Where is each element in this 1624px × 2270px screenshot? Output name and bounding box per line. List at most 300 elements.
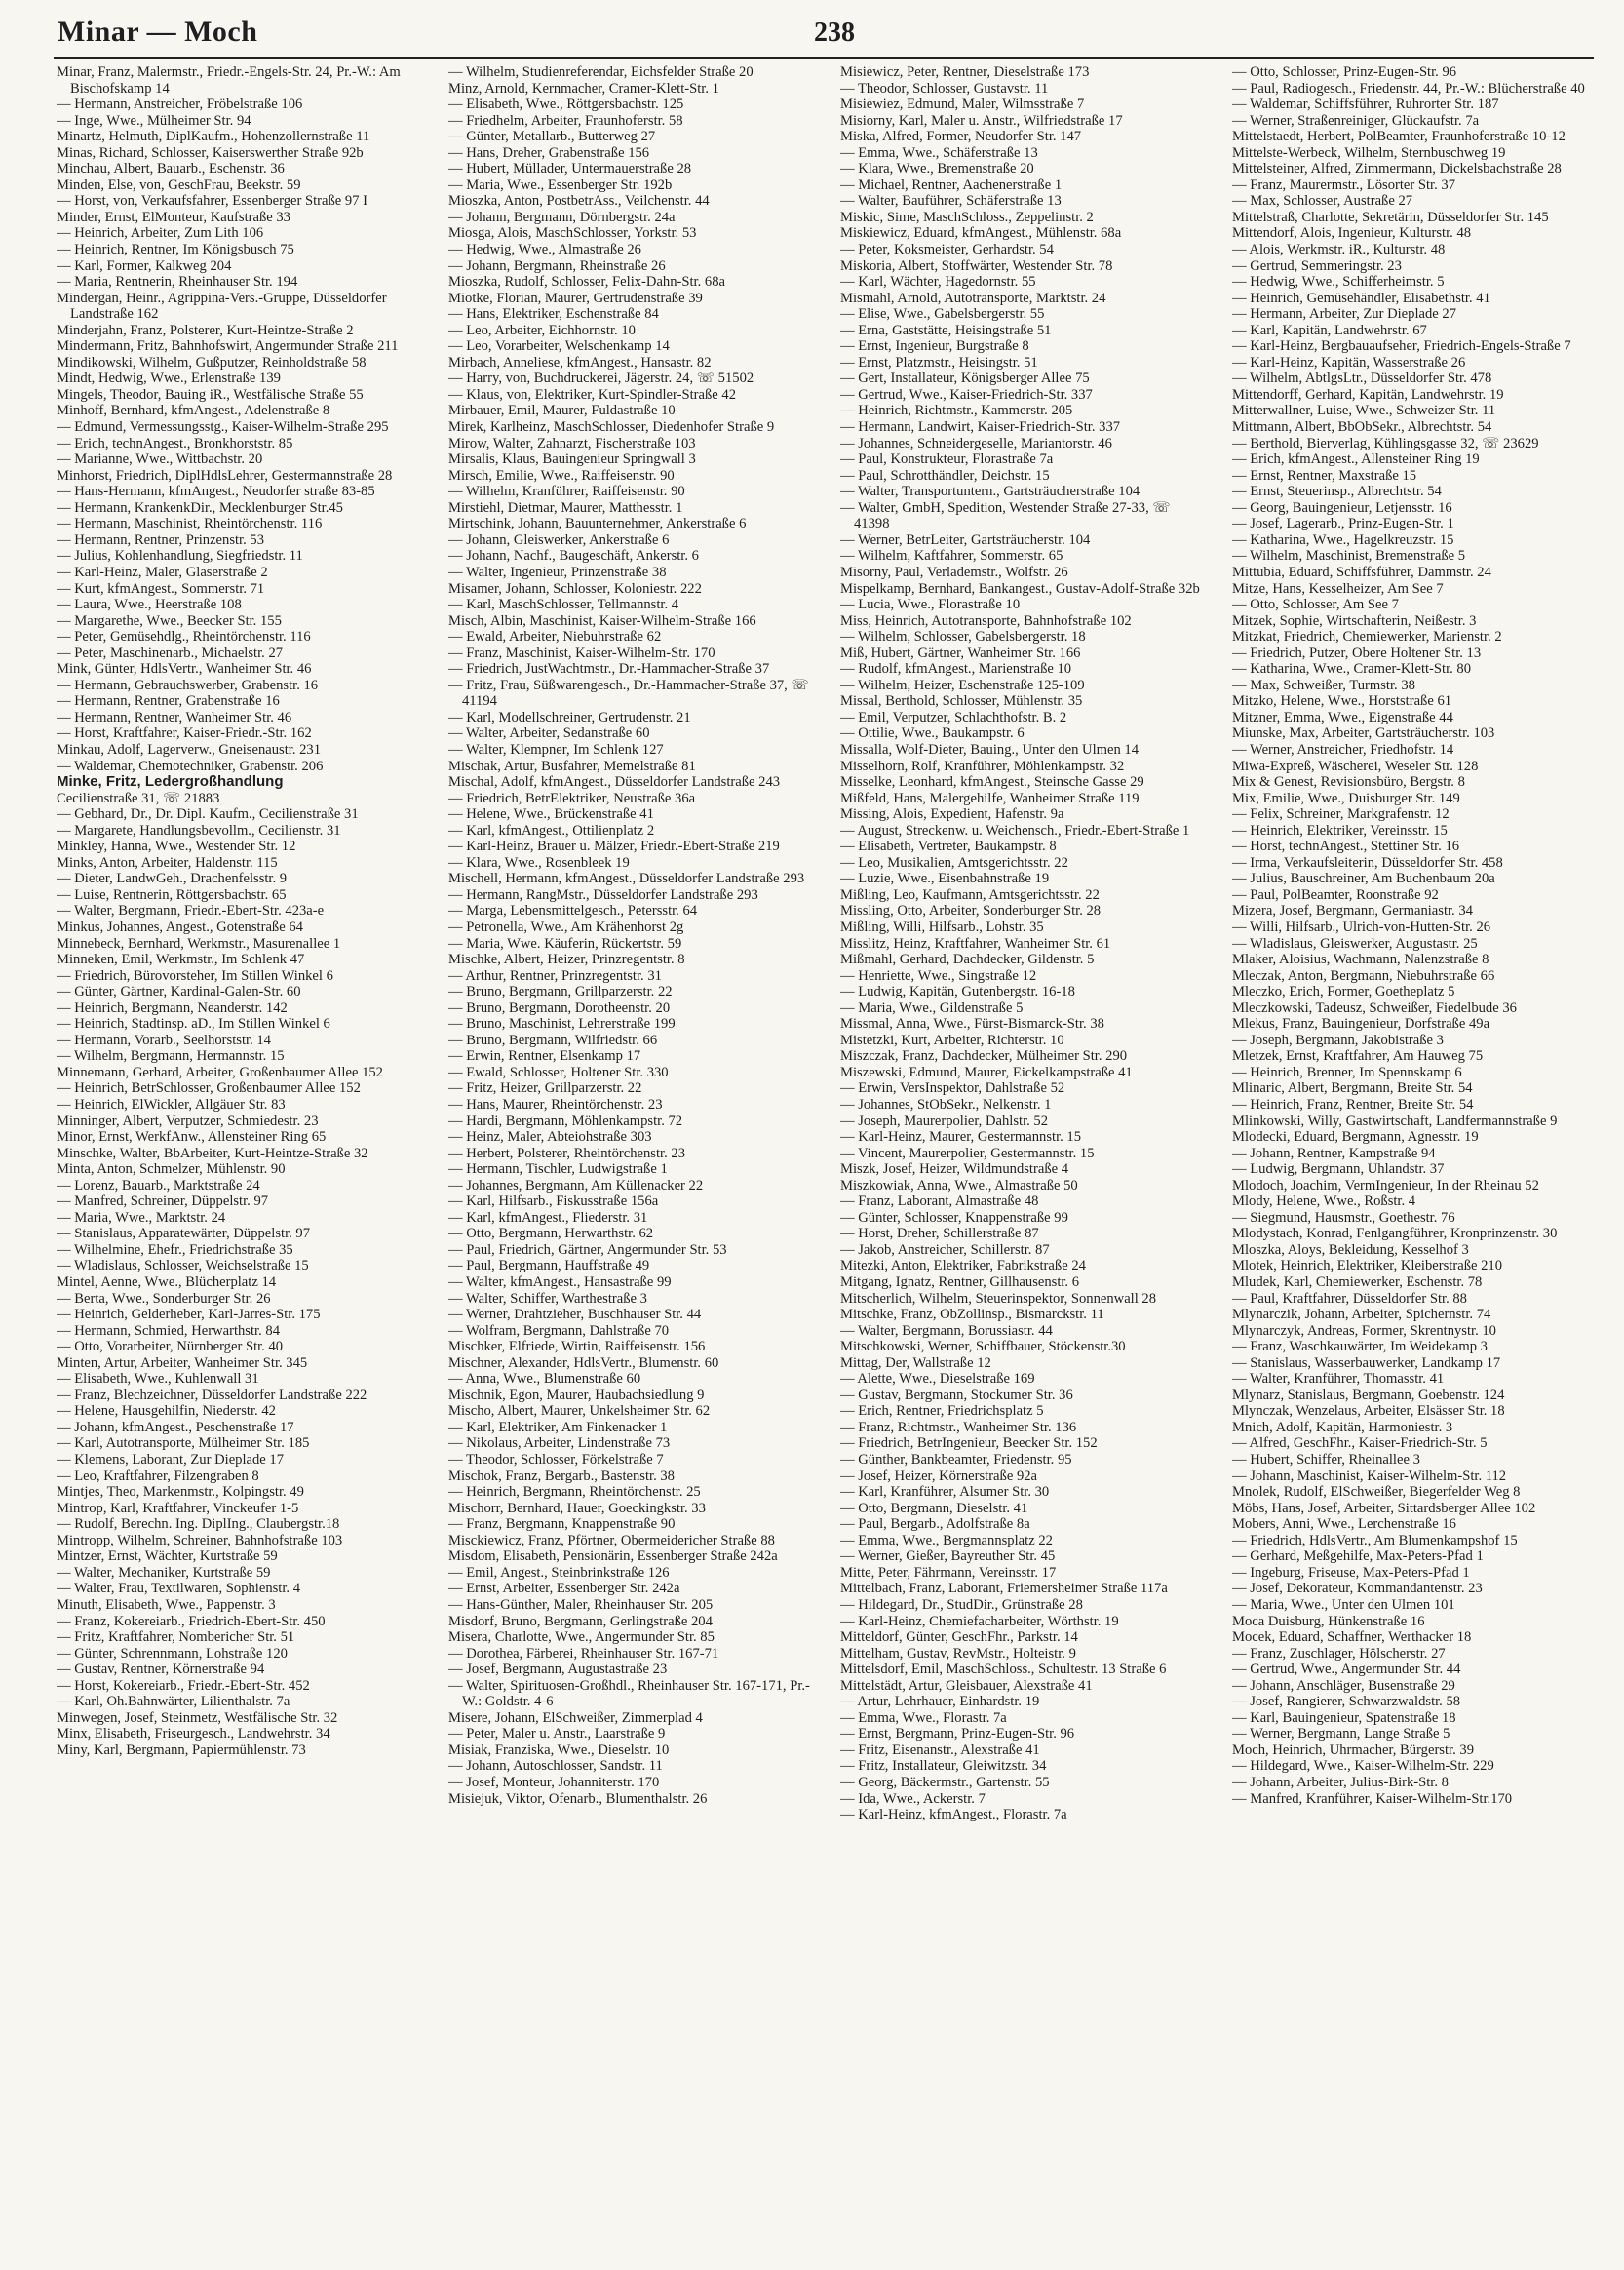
- directory-entry: — Johann, kfmAngest., Peschenstraße 17: [57, 1419, 294, 1435]
- directory-entry: — Michael, Rentner, Aachenerstraße 1: [840, 176, 1063, 193]
- directory-entry: — Elisabeth, Vertreter, Baukampstr. 8: [840, 839, 1057, 855]
- directory-entry: Minden, Else, von, GeschFrau, Beekstr. 59: [57, 176, 301, 193]
- directory-entry: — Hardi, Bergmann, Möhlenkampstr. 72: [448, 1113, 683, 1129]
- directory-entry: — Ernst, Arbeiter, Essenberger Str. 242a: [448, 1581, 680, 1597]
- directory-entry: — Fritz, Frau, Süßwarengesch., Dr.-Hammacher-Straße 37, ☏ 41194: [448, 677, 809, 710]
- directory-entry: — Joseph, Bergmann, Jakobistraße 3: [1232, 1032, 1444, 1048]
- directory-entry: — Karl-Heinz, Maurer, Gestermannstr. 15: [840, 1129, 1082, 1146]
- directory-entry: Mischo, Albert, Maurer, Unkelsheimer Str. 62: [448, 1403, 711, 1420]
- directory-entry: — Josef, Lagerarb., Prinz-Eugen-Str. 1: [1232, 516, 1454, 532]
- directory-entry: Mittelbach, Franz, Laborant, Friemersheimer Straße 117a: [840, 1581, 1168, 1597]
- directory-entry: Mlodystach, Konrad, Fenlgangführer, Kronprinzenstr. 30: [1232, 1226, 1558, 1242]
- directory-entry: — Walter, Bergmann, Friedr.-Ebert-Str. 423a-e: [57, 903, 325, 920]
- directory-entry: — Gustav, Bergmann, Stockumer Str. 36: [840, 1387, 1073, 1403]
- directory-entry: — Günter, Metallarb., Butterweg 27: [448, 129, 656, 145]
- directory-entry: — Herbert, Polsterer, Rheintörchenstr. 23: [448, 1145, 685, 1161]
- directory-entry: Mindermann, Fritz, Bahnhofswirt, Angermunder Straße 211: [57, 338, 399, 355]
- directory-entry: — Heinrich, Bergmann, Neanderstr. 142: [57, 999, 288, 1016]
- directory-entry: Miszk, Josef, Heizer, Wildmundstraße 4: [840, 1161, 1069, 1178]
- directory-entry: — Erna, Gaststätte, Heisingstraße 51: [840, 322, 1052, 338]
- directory-entry: Minkley, Hanna, Wwe., Westender Str. 12: [57, 839, 296, 855]
- directory-entry: — Ewald, Schlosser, Holtener Str. 330: [448, 1064, 669, 1080]
- directory-entry: Mlynarz, Stanislaus, Bergmann, Goebenstr. 124: [1232, 1387, 1505, 1403]
- directory-entry: Minkau, Adolf, Lagerverw., Gneisenaustr. 231: [57, 741, 322, 758]
- directory-entry: Mistetzki, Kurt, Arbeiter, Richterstr. 10: [840, 1032, 1064, 1048]
- directory-entry: — Otto, Bergmann, Dieselstr. 41: [840, 1500, 1028, 1516]
- directory-entry: Minhoff, Bernhard, kfmAngest., Adelenstraße 8: [57, 403, 330, 419]
- directory-entry: — Peter, Maschinenarb., Michaelstr. 27: [57, 645, 284, 661]
- directory-entry: Mlaker, Aloisius, Wachmann, Nalenzstraße 8: [1232, 952, 1489, 968]
- directory-entry: — Walter, Klempner, Im Schlenk 127: [448, 741, 664, 758]
- directory-entry: — Wladislaus, Schlosser, Weichselstraße 15: [57, 1258, 309, 1274]
- directory-entry: — Wilhelm, Schlosser, Gabelsbergerstr. 18: [840, 629, 1086, 646]
- directory-entry: Mirbauer, Emil, Maurer, Fuldastraße 10: [448, 403, 676, 419]
- directory-entry: Mintzer, Ernst, Wächter, Kurtstraße 59: [57, 1548, 278, 1565]
- directory-entry: — Heinrich, BetrSchlosser, Großenbaumer Allee 152: [57, 1080, 361, 1097]
- directory-entry: Mirtschink, Johann, Bauunternehmer, Ankerstraße 6: [448, 516, 747, 532]
- directory-entry: Mloszka, Aloys, Bekleidung, Kesselhof 3: [1232, 1241, 1469, 1258]
- directory-entry: Mludek, Karl, Chemiewerker, Eschenstr. 78: [1232, 1274, 1483, 1291]
- directory-entry: — Nikolaus, Arbeiter, Lindenstraße 73: [448, 1435, 671, 1452]
- directory-entry: — Wilhelmine, Ehefr., Friedrichstraße 35: [57, 1241, 293, 1258]
- directory-entry: — Walter, Bergmann, Borussiastr. 44: [840, 1322, 1053, 1339]
- header-rule: [54, 57, 1594, 59]
- directory-entry: — Erich, technAngest., Bronkhorststr. 85: [57, 435, 293, 451]
- directory-entry: — Otto, Schlosser, Prinz-Eugen-Str. 96: [1232, 64, 1457, 80]
- directory-entry: Mischell, Hermann, kfmAngest., Düsseldorfer Landstraße 293: [448, 871, 805, 887]
- directory-entry: Mirsalis, Klaus, Bauingenieur Springwall 3: [448, 451, 696, 468]
- directory-entry: Minuth, Elisabeth, Wwe., Pappenstr. 3: [57, 1596, 276, 1613]
- directory-entry: — Franz, Blechzeichner, Düsseldorfer Landstraße 222: [57, 1387, 367, 1403]
- directory-entry: — Hermann, RangMstr., Düsseldorfer Landstraße 293: [448, 886, 758, 903]
- directory-entry: — Josef, Dekorateur, Kommandantenstr. 23: [1232, 1581, 1483, 1597]
- directory-entry: — Ingeburg, Friseuse, Max-Peters-Pfad 1: [1232, 1564, 1470, 1581]
- directory-entry: — Johann, Maschinist, Kaiser-Wilhelm-Str. 112: [1232, 1468, 1507, 1484]
- directory-entry: — Paul, PolBeamter, Roonstraße 92: [1232, 886, 1439, 903]
- directory-entry: — Johann, Nachf., Baugeschäft, Ankerstr. 6: [448, 548, 699, 565]
- directory-entry: — Josef, Rangierer, Schwarzwaldstr. 58: [1232, 1694, 1461, 1710]
- directory-entry: — Friedrich, HdlsVertr., Am Blumenkampshof 15: [1232, 1532, 1518, 1548]
- directory-entry: Mißfeld, Hans, Malergehilfe, Wanheimer Straße 119: [840, 790, 1140, 806]
- directory-entry: — Erich, Rentner, Friedrichsplatz 5: [840, 1403, 1044, 1420]
- directory-entry: — Hans-Hermann, kfmAngest., Neudorfer straße 83-85: [57, 484, 375, 500]
- directory-entry: Mittubia, Eduard, Schiffsführer, Dammstr. 24: [1232, 564, 1491, 580]
- directory-entry: — Klemens, Laborant, Zur Dieplade 17: [57, 1452, 285, 1468]
- directory-entry: — Wilhelm, Kranführer, Raiffeisenstr. 90: [448, 484, 685, 500]
- directory-entry: Missmal, Anna, Wwe., Fürst-Bismarck-Str. 38: [840, 1016, 1104, 1033]
- directory-entry: Mischok, Franz, Bergarb., Bastenstr. 38: [448, 1468, 675, 1484]
- directory-entry: — Heinrich, Rentner, Im Königsbusch 75: [57, 242, 294, 258]
- directory-entry: — Heinz, Maler, Abteiohstraße 303: [448, 1129, 652, 1146]
- directory-entry: — Karl, Elektriker, Am Finkenacker 1: [448, 1419, 668, 1435]
- directory-entry: Minartz, Helmuth, DiplKaufm., Hohenzollernstraße 11: [57, 129, 370, 145]
- directory-entry: Mitscherlich, Wilhelm, Steuerinspektor, Sonnenwall 28: [840, 1290, 1157, 1307]
- directory-entry: — Ludwig, Bergmann, Uhlandstr. 37: [1232, 1161, 1445, 1178]
- directory-entry: — Willi, Hilfsarb., Ulrich-von-Hutten-Str. 26: [1232, 919, 1491, 935]
- directory-entry: — Ewald, Arbeiter, Niebuhrstraße 62: [448, 629, 662, 646]
- directory-entry: Mlodoch, Joachim, VermIngenieur, In der Rheinau 52: [1232, 1177, 1539, 1194]
- directory-entry: Misiewiez, Edmund, Maler, Wilmsstraße 7: [840, 97, 1085, 113]
- directory-entry: Mißling, Willi, Hilfsarb., Lohstr. 35: [840, 919, 1044, 935]
- directory-entry: — Hans, Elektriker, Eschenstraße 84: [448, 306, 659, 323]
- directory-entry: Miskiewicz, Eduard, kfmAngest., Mühlenstr. 68a: [840, 225, 1122, 242]
- directory-entry: — Hans, Maurer, Rheintörchenstr. 23: [448, 1097, 663, 1113]
- directory-entry: — Walter, Bauführer, Schäferstraße 13: [840, 193, 1062, 210]
- directory-entry: — Helene, Hausgehilfin, Niederstr. 42: [57, 1403, 276, 1420]
- directory-entry: Missalla, Wolf-Dieter, Bauing., Unter den Ulmen 14: [840, 741, 1139, 758]
- directory-entry: — Georg, Bauingenieur, Letjensstr. 16: [1232, 499, 1452, 516]
- directory-entry: — Maria, Wwe., Marktstr. 24: [57, 1209, 226, 1226]
- directory-entry: — Karl-Heinz, Bergbauaufseher, Friedrich-Engels-Straße 7: [1232, 338, 1571, 355]
- directory-entry: Misiak, Franziska, Wwe., Dieselstr. 10: [448, 1742, 670, 1758]
- directory-entry: Mioszka, Anton, PostbetrAss., Veilchenstr. 44: [448, 193, 710, 210]
- directory-entry: — Johann, Bergmann, Rheinstraße 26: [448, 257, 666, 274]
- directory-entry: — Ernst, Bergmann, Prinz-Eugen-Str. 96: [840, 1726, 1075, 1742]
- directory-entry: — Karl, kfmAngest., Fliederstr. 31: [448, 1209, 648, 1226]
- directory-entry: — Karl-Heinz, Maler, Glaserstraße 2: [57, 564, 268, 580]
- directory-column-2: [448, 64, 813, 2258]
- directory-entry: Mintjes, Theo, Markenmstr., Kolpingstr. 49: [57, 1484, 304, 1501]
- directory-entry: — Emma, Wwe., Bergmannsplatz 22: [840, 1532, 1053, 1548]
- directory-entry: — Jakob, Anstreicher, Schillerstr. 87: [840, 1241, 1050, 1258]
- directory-entry: Minkus, Johannes, Angest., Gotenstraße 64: [57, 919, 303, 935]
- directory-entry: Mocek, Eduard, Schaffner, Werthacker 18: [1232, 1629, 1472, 1646]
- directory-entry: — Paul, Kraftfahrer, Düsseldorfer Str. 88: [1232, 1290, 1467, 1307]
- directory-entry: — Karl, Oh.Bahnwärter, Lilienthalstr. 7a: [57, 1694, 290, 1710]
- directory-entry: — Friedrich, JustWachtmstr., Dr.-Hammacher-Straße 37: [448, 661, 770, 678]
- directory-entry: — Bruno, Bergmann, Dorotheenstr. 20: [448, 999, 671, 1016]
- directory-entry: — Leo, Arbeiter, Eichhornstr. 10: [448, 322, 636, 338]
- directory-entry: Miskoria, Albert, Stoffwärter, Westender Str. 78: [840, 257, 1113, 274]
- directory-entry: — Theodor, Schlosser, Gustavstr. 11: [840, 80, 1049, 97]
- directory-column-3: [840, 64, 1205, 2258]
- directory-entry: — Berthold, Bierverlag, Kühlingsgasse 32, ☏ 23629: [1232, 435, 1539, 451]
- directory-entry: — Elisabeth, Wwe., Kuhlenwall 31: [57, 1371, 259, 1388]
- directory-entry: — Waldemar, Schiffsführer, Ruhrorter Str. 187: [1232, 97, 1499, 113]
- directory-entry: — Max, Schweißer, Turmstr. 38: [1232, 677, 1415, 693]
- directory-entry: Missing, Alois, Expedient, Hafenstr. 9a: [840, 806, 1064, 823]
- directory-entry: — Vincent, Maurerpolier, Gestermannstr. 15: [840, 1145, 1095, 1161]
- directory-entry: Miszkowiak, Anna, Wwe., Almastraße 50: [840, 1177, 1078, 1194]
- directory-entry: Mirek, Karlheinz, MaschSchlosser, Diedenhofer Straße 9: [448, 419, 775, 436]
- directory-entry: — Heinrich, Gelderheber, Karl-Jarres-Str. 175: [57, 1307, 321, 1323]
- directory-entry: Mitzkat, Friedrich, Chemiewerker, Marienstr. 2: [1232, 629, 1502, 646]
- directory-entry: — Fritz, Heizer, Grillparzerstr. 22: [448, 1080, 642, 1097]
- directory-entry: Mindt, Hedwig, Wwe., Erlenstraße 139: [57, 371, 281, 387]
- directory-entry: — Stanislaus, Wasserbauwerker, Landkamp 17: [1232, 1354, 1501, 1371]
- directory-entry: — Elisabeth, Wwe., Röttgersbachstr. 125: [448, 97, 684, 113]
- directory-entry: Misch, Albin, Maschinist, Kaiser-Wilhelm-Straße 166: [448, 612, 756, 629]
- directory-entry: — Hans, Dreher, Grabenstraße 156: [448, 144, 650, 161]
- directory-entry: Misiorny, Karl, Maler u. Anstr., Wilfriedstraße 17: [840, 112, 1123, 129]
- directory-entry: — Inge, Wwe., Mülheimer Str. 94: [57, 112, 251, 129]
- directory-entry: — Berta, Wwe., Sonderburger Str. 26: [57, 1290, 271, 1307]
- directory-entry: Miskic, Sime, MaschSchloss., Zeppelinstr. 2: [840, 209, 1094, 225]
- directory-entry: — Franz, Bergmann, Knappenstraße 90: [448, 1516, 676, 1533]
- directory-entry: Minta, Anton, Schmelzer, Mühlenstr. 90: [57, 1161, 286, 1178]
- directory-entry: — Friedhelm, Arbeiter, Fraunhoferstr. 58: [448, 112, 683, 129]
- directory-entry: Minten, Artur, Arbeiter, Wanheimer Str. 345: [57, 1354, 308, 1371]
- directory-entry: — Johann, Arbeiter, Julius-Birk-Str. 8: [1232, 1774, 1449, 1790]
- directory-entry: — Leo, Vorarbeiter, Welschenkamp 14: [448, 338, 670, 355]
- directory-entry: — Friedrich, Bürovorsteher, Im Stillen Winkel 6: [57, 967, 333, 984]
- directory-entry: Mleczak, Anton, Bergmann, Niebuhrstraße 66: [1232, 967, 1495, 984]
- directory-entry: — Irma, Verkaufsleiterin, Düsseldorfer Str. 458: [1232, 854, 1503, 871]
- directory-entry: — Heinrich, Franz, Rentner, Breite Str. 54: [1232, 1097, 1474, 1113]
- directory-entry: — Horst, Dreher, Schillerstraße 87: [840, 1226, 1039, 1242]
- directory-entry: — Emma, Wwe., Schäferstraße 13: [840, 144, 1038, 161]
- directory-entry: Mnolek, Rudolf, ElSchweißer, Biegerfelder Weg 8: [1232, 1484, 1521, 1501]
- directory-entry: — Karl, Kranführer, Alsumer Str. 30: [840, 1484, 1050, 1501]
- directory-entry: — Walter, GmbH, Spedition, Westender Straße 27-33, ☏ 41398: [840, 499, 1171, 532]
- directory-entry: Mittelstaedt, Herbert, PolBeamter, Fraunhoferstraße 10-12: [1232, 129, 1566, 145]
- directory-entry: — Werner, Anstreicher, Friedhofstr. 14: [1232, 741, 1454, 758]
- directory-entry: — Hermann, Anstreicher, Fröbelstraße 106: [57, 97, 303, 113]
- directory-entry: — Edmund, Vermessungsstg., Kaiser-Wilhelm-Straße 295: [57, 419, 389, 436]
- directory-entry: Misiewicz, Peter, Rentner, Dieselstraße 173: [840, 64, 1090, 80]
- directory-entry: — Johann, Autoschlosser, Sandstr. 11: [448, 1758, 663, 1775]
- directory-entry: Misamer, Johann, Schlosser, Koloniestr. 222: [448, 580, 702, 597]
- directory-entry: — Hermann, Gebrauchswerber, Grabenstr. 16: [57, 677, 319, 693]
- directory-entry: — Karl, Bauingenieur, Spatenstraße 18: [1232, 1709, 1456, 1726]
- directory-entry: — Wilhelm, Maschinist, Bremenstraße 5: [1232, 548, 1466, 565]
- directory-entry: — Hermann, Arbeiter, Zur Dieplade 27: [1232, 306, 1457, 323]
- directory-entry: Misdom, Elisabeth, Pensionärin, Essenberger Straße 242a: [448, 1548, 778, 1565]
- directory-entry: — Paul, Friedrich, Gärtner, Angermunder Str. 53: [448, 1241, 727, 1258]
- directory-entry: Mitte, Peter, Fährmann, Vereinsstr. 17: [840, 1564, 1057, 1581]
- directory-entry: — Paul, Bergmann, Hauffstraße 49: [448, 1258, 650, 1274]
- directory-entry: Mitzko, Helene, Wwe., Horststraße 61: [1232, 693, 1452, 710]
- directory-entry: Mlotek, Heinrich, Elektriker, Kleiberstraße 210: [1232, 1258, 1503, 1274]
- directory-entry: — Dorothea, Färberei, Rheinhauser Str. 167-71: [448, 1645, 719, 1662]
- directory-entry: Mittelstraß, Charlotte, Sekretärin, Düsseldorfer Str. 145: [1232, 209, 1549, 225]
- page-header: [54, 6, 1594, 53]
- directory-entry: Mlynarczyk, Andreas, Former, Skrentnystr. 10: [1232, 1322, 1496, 1339]
- directory-entry: — Ottilie, Wwe., Baukampstr. 6: [840, 725, 1025, 742]
- directory-entry: Misorny, Paul, Verlademstr., Wolfstr. 26: [840, 564, 1068, 580]
- directory-entry: Mleczko, Erich, Former, Goetheplatz 5: [1232, 984, 1455, 1000]
- directory-entry: Mischorr, Bernhard, Hauer, Goeckingkstr. 33: [448, 1500, 706, 1516]
- directory-entry: — Paul, Konstrukteur, Florastraße 7a: [840, 451, 1054, 468]
- directory-entry: — Erwin, Rentner, Elsenkamp 17: [448, 1048, 641, 1065]
- directory-entry: — Karl, Hilfsarb., Fiskusstraße 156a: [448, 1194, 659, 1210]
- directory-entry: — Alfred, GeschFhr., Kaiser-Friedrich-Str. 5: [1232, 1435, 1488, 1452]
- directory-entry: Mlynczak, Wenzelaus, Arbeiter, Elsässer Str. 18: [1232, 1403, 1505, 1420]
- directory-entry: — Luise, Rentnerin, Röttgersbachstr. 65: [57, 886, 287, 903]
- directory-entry: — Artur, Lehrhauer, Einhardstr. 19: [840, 1694, 1040, 1710]
- directory-entry: — Hermann, KrankenkDir., Mecklenburger Str.45: [57, 499, 343, 516]
- directory-entry: — Erich, kfmAngest., Allensteiner Ring 19: [1232, 451, 1480, 468]
- directory-entry: Mintel, Aenne, Wwe., Blücherplatz 14: [57, 1274, 277, 1291]
- directory-entry: — Maria, Wwe., Unter den Ulmen 101: [1232, 1596, 1455, 1613]
- directory-entry: — Waldemar, Chemotechniker, Grabenstr. 206: [57, 758, 324, 774]
- directory-entry: — Wilhelm, Bergmann, Hermannstr. 15: [57, 1048, 285, 1065]
- directory-entry: — Hermann, Landwirt, Kaiser-Friedrich-Str. 337: [840, 419, 1121, 436]
- directory-entry: — Hermann, Rentner, Prinzenstr. 53: [57, 531, 265, 548]
- directory-entry: — Franz, Waschkauwärter, Im Weidekamp 3: [1232, 1339, 1488, 1355]
- directory-entry: Mnich, Adolf, Kapitän, Harmoniestr. 3: [1232, 1419, 1453, 1435]
- directory-entry: Miszczak, Franz, Dachdecker, Mülheimer Str. 290: [840, 1048, 1128, 1065]
- directory-entry: — Fritz, Installateur, Gleiwitzstr. 34: [840, 1758, 1047, 1775]
- directory-entry: Mißling, Leo, Kaufmann, Amtsgerichtsstr. 22: [840, 886, 1100, 903]
- directory-entry: — Margarete, Handlungsbevollm., Cecilienstr. 31: [57, 822, 341, 839]
- directory-entry: — Harry, von, Buchdruckerei, Jägerstr. 24, ☏ 51502: [448, 371, 754, 387]
- directory-entry: — Dieter, LandwGeh., Drachenfelsstr. 9: [57, 871, 288, 887]
- directory-entry: — Hedwig, Wwe., Schifferheimstr. 5: [1232, 274, 1445, 291]
- directory-entry: Mintrop, Karl, Kraftfahrer, Vinckeufer 1-5: [57, 1500, 299, 1516]
- directory-entry: — Wilhelm, Studienreferendar, Eichsfelder Straße 20: [448, 64, 754, 80]
- directory-entry: — Gebhard, Dr., Dr. Dipl. Kaufm., Cecilienstraße 31: [57, 806, 359, 823]
- directory-entry: Mink, Günter, HdlsVertr., Wanheimer Str. 46: [57, 661, 312, 678]
- directory-entry: — Walter, kfmAngest., Hansastraße 99: [448, 1274, 672, 1291]
- directory-entry: — Karl, Former, Kalkweg 204: [57, 257, 232, 274]
- directory-entry: — Marga, Lebensmittelgesch., Petersstr. 64: [448, 903, 698, 920]
- directory-entry: Minchau, Albert, Bauarb., Eschenstr. 36: [57, 161, 285, 177]
- directory-entry: Minz, Arnold, Kernmacher, Cramer-Klett-Str. 1: [448, 80, 719, 97]
- directory-entry: — Gustav, Rentner, Körnerstraße 94: [57, 1662, 265, 1678]
- directory-entry: — Alois, Werkmstr. iR., Kulturstr. 48: [1232, 242, 1446, 258]
- directory-entry: — Manfred, Kranführer, Kaiser-Wilhelm-Str.170: [1232, 1790, 1513, 1807]
- directory-entry: — Paul, Bergarb., Adolfstraße 8a: [840, 1516, 1030, 1533]
- directory-entry: Minninger, Albert, Verputzer, Schmiedestr. 23: [57, 1113, 319, 1129]
- directory-entry: — Karl-Heinz, Chemiefacharbeiter, Wörthstr. 19: [840, 1613, 1119, 1629]
- directory-entry: — Günther, Bankbeamter, Friedenstr. 95: [840, 1452, 1072, 1468]
- directory-entry: — Johann, Gleiswerker, Ankerstraße 6: [448, 531, 670, 548]
- directory-entry: Cecilienstraße 31, ☏ 21883: [57, 790, 220, 806]
- directory-entry: — Maria, Rentnerin, Rheinhauser Str. 194: [57, 274, 298, 291]
- directory-entry: Mirbach, Anneliese, kfmAngest., Hansastr. 82: [448, 354, 712, 371]
- directory-entry: Misera, Charlotte, Wwe., Angermunder Str. 85: [448, 1629, 715, 1646]
- directory-entry: — Heinrich, ElWickler, Allgäuer Str. 83: [57, 1097, 286, 1113]
- directory-entry: Mlody, Helene, Wwe., Roßstr. 4: [1232, 1194, 1416, 1210]
- directory-entry: — Karl, Kapitän, Landwehrstr. 67: [1232, 322, 1427, 338]
- directory-entry: Mitgang, Ignatz, Rentner, Gillhausenstr. 6: [840, 1274, 1080, 1291]
- directory-entry: Möbs, Hans, Josef, Arbeiter, Sittardsberger Allee 102: [1232, 1500, 1536, 1516]
- directory-entry: — Gertrud, Wwe., Angermunder Str. 44: [1232, 1662, 1461, 1678]
- directory-entry: Mischner, Alexander, HdlsVertr., Blumenstr. 60: [448, 1354, 719, 1371]
- directory-entry: — Günter, Gärtner, Kardinal-Galen-Str. 60: [57, 984, 301, 1000]
- directory-entry: Mischke, Albert, Heizer, Prinzregentstr. 8: [448, 952, 685, 968]
- directory-entry: — Walter, Spirituosen-Großhdl., Rheinhauser Str. 167-171, Pr.-W.: Goldstr. 4-6: [448, 1677, 810, 1710]
- directory-entry: — Heinrich, Richtmstr., Kammerstr. 205: [840, 403, 1073, 419]
- directory-entry: — Peter, Koksmeister, Gerhardstr. 54: [840, 242, 1054, 258]
- directory-entry: — Paul, Schrotthändler, Deichstr. 15: [840, 467, 1050, 484]
- directory-entry: Mobers, Anni, Wwe., Lerchenstraße 16: [1232, 1516, 1456, 1533]
- directory-entry: — Horst, technAngest., Stettiner Str. 16: [1232, 839, 1460, 855]
- directory-entry: — Hermann, Tischler, Ludwigstraße 1: [448, 1161, 668, 1178]
- directory-entry: — Otto, Schlosser, Am See 7: [1232, 597, 1399, 613]
- directory-entry: — Ernst, Steuerinsp., Albrechtstr. 54: [1232, 484, 1442, 500]
- directory-entry: — Horst, Kokereiarb., Friedr.-Ebert-Str. 452: [57, 1677, 310, 1694]
- directory-entry: — August, Streckenw. u. Weichensch., Friedr.-Ebert-Straße 1: [840, 822, 1190, 839]
- directory-entry: — Ernst, Rentner, Maxstraße 15: [1232, 467, 1417, 484]
- directory-entry: Miotke, Florian, Maurer, Gertrudenstraße 39: [448, 290, 703, 306]
- directory-entry: — Maria, Wwe., Essenberger Str. 192b: [448, 176, 673, 193]
- directory-entry: Mletzek, Ernst, Kraftfahrer, Am Hauweg 75: [1232, 1048, 1484, 1065]
- directory-entry: Mirstiehl, Dietmar, Maurer, Matthesstr. 1: [448, 499, 683, 516]
- directory-entry: — Hermann, Maschinist, Rheintörchenstr. 116: [57, 516, 323, 532]
- directory-entry: — Walter, Mechaniker, Kurtstraße 59: [57, 1564, 271, 1581]
- directory-entry: — Heinrich, Gemüsehändler, Elisabethstr. 41: [1232, 290, 1490, 306]
- directory-entry: Mittelsteiner, Alfred, Zimmermann, Dickelsbachstraße 28: [1232, 161, 1562, 177]
- directory-entry: Miosga, Alois, MaschSchlosser, Yorkstr. 53: [448, 225, 697, 242]
- directory-entry: Mischnik, Egon, Maurer, Haubachsiedlung 9: [448, 1387, 705, 1403]
- directory-entry: — Wilhelm, AbtlgsLtr., Düsseldorfer Str. 478: [1232, 371, 1492, 387]
- directory-entry: — Laura, Wwe., Heerstraße 108: [57, 597, 242, 613]
- directory-entry: Minneken, Emil, Werkmstr., Im Schlenk 47: [57, 952, 305, 968]
- directory-entry: — Helene, Wwe., Brückenstraße 41: [448, 806, 654, 823]
- directory-entry: Minas, Richard, Schlosser, Kaiserswerther Straße 92b: [57, 144, 364, 161]
- directory-entry: — Fritz, Eisenanstr., Alexstraße 41: [840, 1742, 1040, 1758]
- directory-entry: — Werner, BetrLeiter, Gartsträucherstr. 104: [840, 531, 1091, 548]
- directory-entry: — Emil, Angest., Steinbrinkstraße 126: [448, 1564, 670, 1581]
- directory-entry: — Wilhelm, Kaftfahrer, Sommerstr. 65: [840, 548, 1063, 565]
- directory-entry: Miß, Hubert, Gärtner, Wanheimer Str. 166: [840, 645, 1081, 661]
- directory-entry: Mispelkamp, Bernhard, Bankangest., Gustav-Adolf-Straße 32b: [840, 580, 1200, 597]
- directory-entry: — Walter, Transportuntern., Gartsträucherstraße 104: [840, 484, 1141, 500]
- directory-entry: Minar, Franz, Malermstr., Friedr.-Engels-Str. 24, Pr.-W.: Am Bischofskamp 14: [57, 64, 401, 97]
- directory-column-4: [1232, 64, 1597, 2258]
- directory-entry: — Hedwig, Wwe., Almastraße 26: [448, 242, 641, 258]
- directory-entry: — Friedrich, BetrElektriker, Neustraße 36a: [448, 790, 696, 806]
- directory-entry: Mindergan, Heinr., Agrippina-Vers.-Gruppe, Düsseldorfer Landstraße 162: [57, 290, 387, 323]
- directory-entry: — Ludwig, Kapitän, Gutenbergstr. 16-18: [840, 984, 1075, 1000]
- directory-entry: Mingels, Theodor, Bauing iR., Westfälische Straße 55: [57, 386, 364, 403]
- directory-entry: — Georg, Bäckermstr., Gartenstr. 55: [840, 1774, 1050, 1790]
- directory-entry: Mittelstädt, Artur, Gleisbauer, Alexstraße 41: [840, 1677, 1093, 1694]
- directory-entry: Mittag, Der, Wallstraße 12: [840, 1354, 991, 1371]
- directory-entry: — Bruno, Bergmann, Grillparzerstr. 22: [448, 984, 673, 1000]
- directory-entry: — Karl-Heinz, Brauer u. Mälzer, Friedr.-Ebert-Straße 219: [448, 839, 780, 855]
- directory-entry: — Walter, Kranführer, Thomasstr. 41: [1232, 1371, 1445, 1388]
- directory-entry: — Karl-Heinz, kfmAngest., Florastr. 7a: [840, 1807, 1067, 1823]
- directory-entry: Misiejuk, Viktor, Ofenarb., Blumenthalstr. 26: [448, 1790, 708, 1807]
- directory-entry: — Hildegard, Dr., StudDir., Grünstraße 28: [840, 1596, 1083, 1613]
- directory-entry: — Rudolf, Berechn. Ing. DiplIng., Claubergstr.18: [57, 1516, 340, 1533]
- directory-entry: — Lucia, Wwe., Florastraße 10: [840, 597, 1021, 613]
- directory-entry: — Lorenz, Bauarb., Marktstraße 24: [57, 1177, 260, 1194]
- directory-entry: — Klara, Wwe., Bremenstraße 20: [840, 161, 1034, 177]
- directory-entry: Miss, Heinrich, Autotransporte, Bahnhofstraße 102: [840, 612, 1132, 629]
- directory-entry: — Gertrud, Wwe., Kaiser-Friedrich-Str. 337: [840, 386, 1093, 403]
- directory-entry: — Maria, Wwe. Käuferin, Rückertstr. 59: [448, 935, 682, 952]
- directory-entry: — Günter, Schlosser, Knappenstraße 99: [840, 1209, 1068, 1226]
- directory-entry: Mitze, Hans, Kesselheizer, Am See 7: [1232, 580, 1444, 597]
- directory-entry: — Heinrich, Brenner, Im Spennskamp 6: [1232, 1064, 1462, 1080]
- directory-entry: — Erwin, VersInspektor, Dahlstraße 52: [840, 1080, 1065, 1097]
- directory-entry: — Karl, MaschSchlosser, Tellmannstr. 4: [448, 597, 679, 613]
- directory-entry: — Max, Schlosser, Austraße 27: [1232, 193, 1413, 210]
- directory-entry: Mindikowski, Wilhelm, Gußputzer, Reinholdstraße 58: [57, 354, 367, 371]
- directory-entry: — Klaus, von, Elektriker, Kurt-Spindler-Straße 42: [448, 386, 736, 403]
- directory-entry: Mix & Genest, Revisionsbüro, Bergstr. 8: [1232, 774, 1465, 791]
- directory-entry: Minks, Anton, Arbeiter, Haldenstr. 115: [57, 854, 278, 871]
- directory-entry: — Hermann, Rentner, Grabenstraße 16: [57, 693, 280, 710]
- directory-entry: Mitschke, Franz, ObZollinsp., Bismarckstr. 11: [840, 1307, 1104, 1323]
- directory-entry: — Franz, Maurermstr., Lösorter Str. 37: [1232, 176, 1456, 193]
- directory-entry: — Arthur, Rentner, Prinzregentstr. 31: [448, 967, 662, 984]
- directory-entry: Mlekus, Franz, Bauingenieur, Dorfstraße 49a: [1232, 1016, 1490, 1033]
- directory-entry: Minschke, Walter, BbArbeiter, Kurt-Heintze-Straße 32: [57, 1145, 368, 1161]
- directory-entry: Mlinaric, Albert, Bergmann, Breite Str. 54: [1232, 1080, 1473, 1097]
- directory-entry: Miwa-Expreß, Wäscherei, Weseler Str. 128: [1232, 758, 1479, 774]
- directory-entry: — Hermann, Schmied, Herwarthstr. 84: [57, 1322, 280, 1339]
- directory-entry: — Wolfram, Bergmann, Dahlstraße 70: [448, 1322, 670, 1339]
- directory-entry: Mitzner, Emma, Wwe., Eigenstraße 44: [1232, 709, 1453, 725]
- directory-entry: — Kurt, kfmAngest., Sommerstr. 71: [57, 580, 265, 597]
- directory-entry: — Bruno, Maschinist, Lehrerstraße 199: [448, 1016, 676, 1033]
- directory-entry: — Horst, von, Verkaufsfahrer, Essenberger Straße 97 I: [57, 193, 368, 210]
